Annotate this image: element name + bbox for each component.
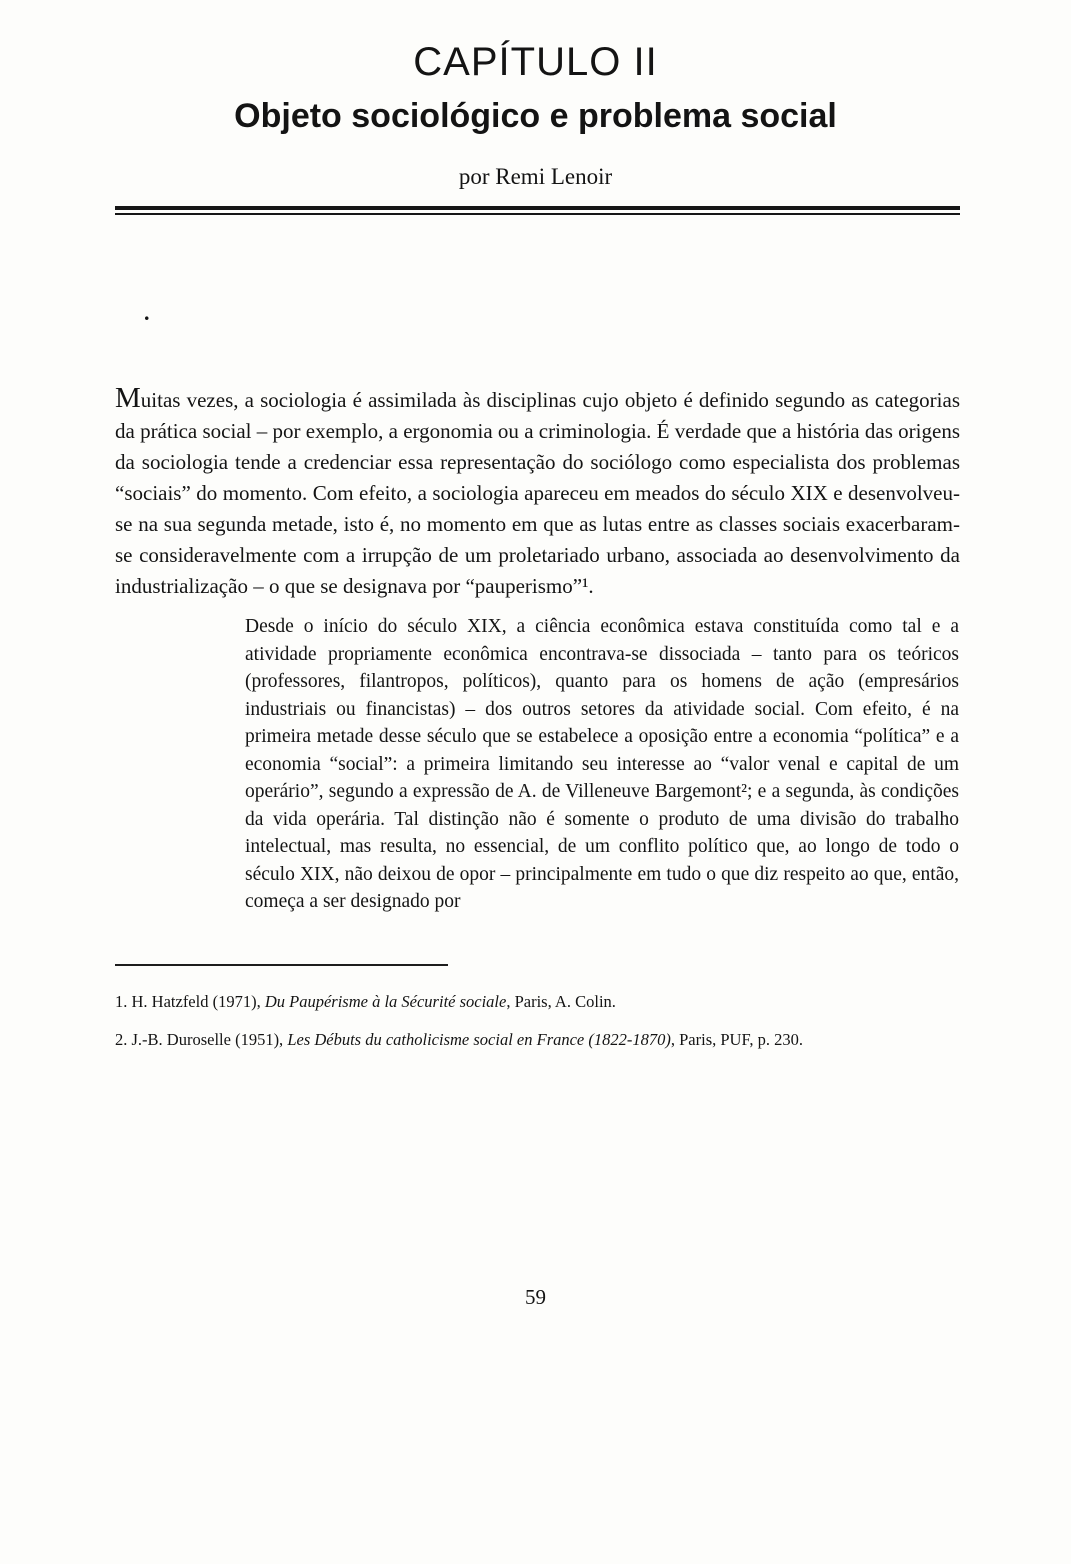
page-number: 59 <box>525 1285 546 1309</box>
footnote-2-post: , Paris, PUF, p. 230. <box>670 1029 803 1049</box>
author-byline: por Remi Lenoir <box>458 164 613 189</box>
footnote-2 <box>115 1028 960 1051</box>
initial-capital: M <box>115 382 141 414</box>
footnote-2-pre: 2. J.-B. Duroselle (1951), <box>115 1029 288 1049</box>
main-paragraph-text: uitas vezes, a sociologia é assimilada às disciplinas cujo objeto é definido segundo as categorias da prática social – por exemplo, a ergonomia ou a criminologia. É verdade que a história das origens da sociologia tende a credenciar essa representação do sociólogo como especialista dos problemas “sociais” do momento. Com efeito, a sociologia apareceu em meados do século XIX e desenvolveu-se na sua segunda metade, isto é, no momento em que as lutas entre as classes sociais exacerbaram-se consideravelmente com a irrupção de um proletariado urbano, associada ao desenvolvimento da industrialização – o que se designava por “pauperismo”¹. <box>115 388 960 598</box>
footnote-1-book-title: Du Paupérisme à la Sécurité sociale <box>264 991 507 1011</box>
footnotes-section <box>115 990 960 1051</box>
chapter-header <box>0 0 1071 215</box>
footnote-1-post: , Paris, A. Colin. <box>506 991 616 1011</box>
main-paragraph <box>115 383 960 602</box>
header-double-rule <box>115 206 960 215</box>
footnote-divider <box>115 964 448 966</box>
chapter-title: CAPÍTULO II <box>413 40 658 84</box>
stray-ink-mark: . <box>144 300 150 325</box>
block-quote-paragraph: Desde o início do século XIX, a ciência econômica estava constituída como tal e a atividade propriamente econômica encontrava-se dissociada – tanto para os teóricos (professores, filantropos, políticos), quanto para os homens de ação (empresários industriais ou financistas) – dos outros setores da atividade social. Com efeito, é na primeira metade desse século que se estabelece a oposição entre a economia “política” e a economia “social”: a primeira limitando seu interesse ao “valor venal e capital de um operário”, segundo a expressão de A. de Villeneuve Bargemont²; e a segunda, às condições da vida operária. Tal distinção não é somente o produto de uma divisão do trabalho intelectual, mas resulta, no essencial, de um conflito político que, ao longo de todo o século XIX, não deixou de opor – principalmente em tudo o que diz respeito ao que, então, começa a ser designado por <box>245 616 959 912</box>
chapter-subtitle: Objeto sociológico e problema social <box>234 97 837 135</box>
footnote-1-pre: 1. H. Hatzfeld (1971), <box>115 991 265 1011</box>
footnote-1 <box>115 990 960 1013</box>
footnote-2-book-title: Les Débuts du catholicisme social en France (1822-1870) <box>287 1029 671 1049</box>
